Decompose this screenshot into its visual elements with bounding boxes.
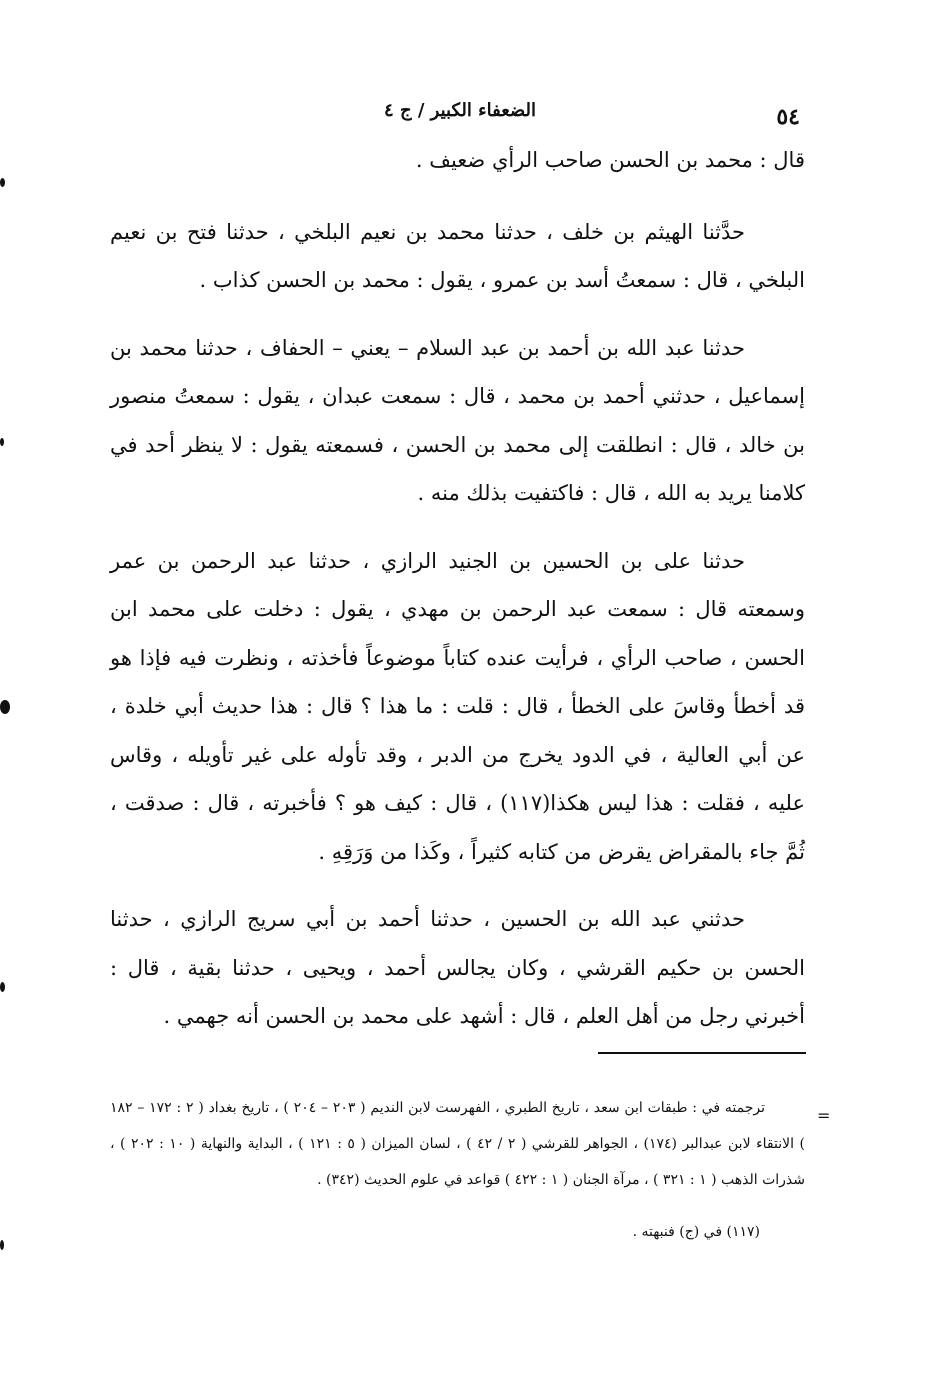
footnote-divider (598, 1052, 806, 1054)
scan-edge-mark (0, 178, 5, 187)
main-text (110, 136, 805, 1060)
page-number: ٥٤ (776, 104, 800, 130)
paragraph: حدثني عبد الله بن الحسين ، حدثنا أحمد بن أبي سريج الرازي ، حدثنا الحسن بن حكيم القرشي ، وكان يجالس أحمد ، ويحيى ، حدثنا بقية ، قال : أخبرني رجل من أهل العلم ، قال : أشهد على محمد بن الحسن أنه جهمي . (110, 907, 805, 1028)
footnotes (110, 1090, 805, 1250)
footnote-117: (١١٧) في (ج) فنبهته . (632, 1224, 760, 1240)
running-title: الضعفاء الكبير / ج ٤ (384, 100, 536, 121)
scan-edge-mark (0, 1240, 4, 1250)
paragraph: قال : محمد بن الحسن صاحب الرأي ضعيف . (415, 148, 805, 172)
scan-edge-mark (0, 700, 10, 714)
scan-edge-mark (0, 982, 5, 992)
paragraph: حدثنا على بن الحسين بن الجنيد الرازي ، حدثنا عبد الرحمن بن عمر وسمعته قال : سمعت عبد الرحمن بن مهدي ، يقول : دخلت على محمد ابن الحسن ، صاحب الرأي ، فرأيت عنده كتاباً موضوعاً فأخذته ، ونظرت فيه فإذا هو قد أخطأ وقاسَ على الخطأ ، قال : قلت : ما هذا ؟ قال : هذا حديث أبي خلدة ، عن أبي العالية ، في الدود يخرج من الدبر ، وقد تأوله على غير تأويله ، وقاس عليه ، فقلت : هذا ليس هكذا(١١٧) ، قال : كيف هو ؟ فأخبرته ، قال : صدقت ، ثُمَّ جاء بالمقراض يقرض من كتابه كثيراً ، وكَذا من وَرَقِهِ . (110, 548, 805, 864)
scan-edge-mark (0, 438, 4, 446)
paragraph: حدثنا عبد الله بن أحمد بن عبد السلام – يعني – الحفاف ، حدثنا محمد بن إسماعيل ، حدثني أحمد بن محمد ، قال : سمعت عبدان ، يقول : سمعتُ منصور بن خالد ، قال : انطلقت إلى محمد بن الحسن ، فسمعته يقول : لا ينظر أحد في كلامنا يريد به الله ، قال : فاكتفيت بذلك منه . (110, 335, 805, 505)
footnote-biography: ترجمته في : طبقات ابن سعد ، تاريخ الطبري ، الفهرست لابن النديم ( ٢٠٣ – ٢٠٤ ) ، تاريخ بغداد ( ٢ : ١٧٢ – ١٨٢ ) الانتقاء لابن عبدالبر (١٧٤) ، الجواهر للقرشي ( ٢ / ٤٢ ) ، لسان الميزان ( ٥ : ١٢١ ) ، البداية والنهاية ( ١٠ : ٢٠٢ ) ، شذرات الذهب ( ١ : ٣٢١ ) ، مرآة الجنان ( ١ : ٤٢٢ ) قواعد في علوم الحديث (٣٤٢) . (110, 1100, 805, 1188)
paragraph: حدَّثنا الهيثم بن خلف ، حدثنا محمد بن نعيم البلخي ، حدثنا فتح بن نعيم البلخي ، قال : سمعتُ أسد بن عمرو ، يقول : محمد بن الحسن كذاب . (110, 219, 805, 292)
continuation-marker: = (817, 1106, 831, 1125)
